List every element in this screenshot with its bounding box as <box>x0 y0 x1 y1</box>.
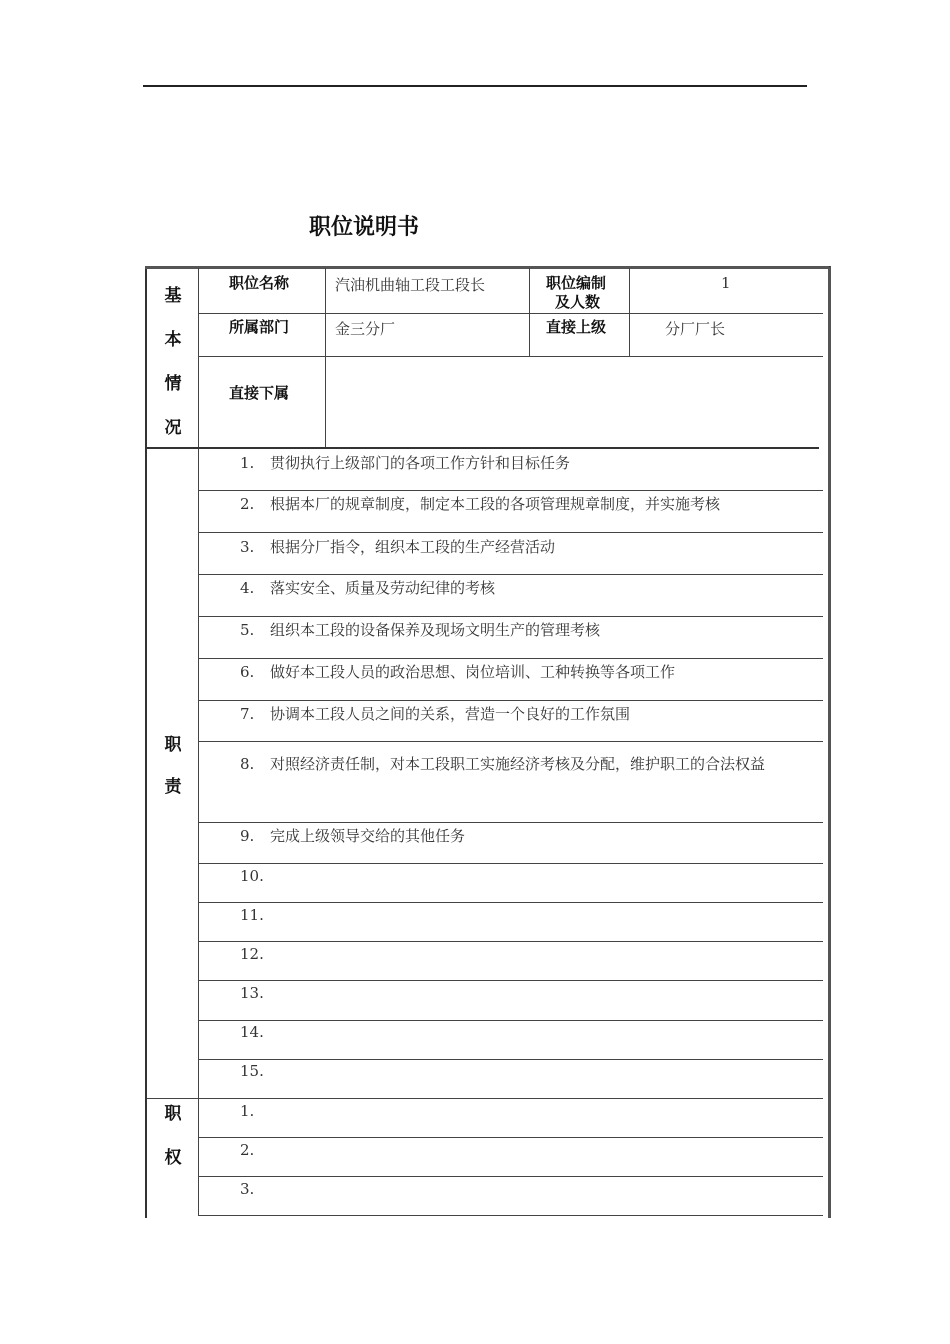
col-divider <box>529 268 530 356</box>
header-rule <box>143 85 807 87</box>
duty-item: 5. 组织本工段的设备保养及现场文明生产的管理考核 <box>240 621 601 639</box>
duty-item: 13. <box>240 984 264 1002</box>
duty-item: 3. 根据分厂指令，组织本工段的生产经营活动 <box>240 538 556 556</box>
section-divider <box>147 447 819 449</box>
duty-item: 12. <box>240 945 264 963</box>
row-divider <box>198 313 823 314</box>
row-divider <box>198 1215 823 1216</box>
row-divider <box>198 356 823 357</box>
row-divider <box>198 658 823 659</box>
headcount-value: 1 <box>721 274 731 292</box>
duty-item: 15. <box>240 1062 264 1080</box>
row-divider <box>198 902 823 903</box>
duty-item: 4. 落实安全、质量及劳动纪律的考核 <box>240 579 496 597</box>
label-column-divider <box>198 268 199 1216</box>
department-label: 所属部门 <box>229 318 290 336</box>
authority-item: 2. <box>240 1141 255 1159</box>
duty-item: 11. <box>240 906 264 924</box>
row-divider <box>198 980 823 981</box>
row-divider <box>198 941 823 942</box>
row-divider <box>198 574 823 575</box>
section-divider <box>147 1098 823 1099</box>
row-divider <box>198 822 823 823</box>
superior-label: 直接上级 <box>546 318 607 336</box>
authority-item: 3. <box>240 1180 255 1198</box>
duty-item: 10. <box>240 867 264 885</box>
col-divider <box>629 268 630 356</box>
row-divider <box>198 1020 823 1021</box>
section-label-basic: 基 本 情 况 <box>164 286 182 438</box>
section-label-authority: 职 权 <box>164 1104 182 1168</box>
table-top-border <box>145 266 829 269</box>
row-divider <box>198 616 823 617</box>
row-divider <box>198 863 823 864</box>
section-label-duties: 职 责 <box>164 735 182 797</box>
duty-item: 1. 贯彻执行上级部门的各项工作方针和目标任务 <box>240 454 571 472</box>
duty-item: 9. 完成上级领导交给的其他任务 <box>240 827 466 845</box>
superior-value: 分厂厂长 <box>665 320 726 338</box>
headcount-label: 职位编制 及人数 <box>546 274 607 311</box>
duty-item: 14. <box>240 1023 264 1041</box>
row-divider <box>198 490 823 491</box>
col-divider <box>325 268 326 448</box>
row-divider <box>198 700 823 701</box>
duty-item: 6. 做好本工段人员的政治思想、岗位培训、工种转换等各项工作 <box>240 663 676 681</box>
duty-item: 7. 协调本工段人员之间的关系，营造一个良好的工作氛围 <box>240 705 631 723</box>
authority-item: 1. <box>240 1102 255 1120</box>
duty-item: 2. 根据本厂的规章制度，制定本工段的各项管理规章制度，并实施考核 <box>240 495 721 513</box>
duty-item: 8. 对照经济责任制，对本工段职工实施经济考核及分配，维护职工的合法权益 <box>240 755 766 773</box>
subordinate-label: 直接下属 <box>229 384 290 402</box>
row-divider <box>198 532 823 533</box>
page-title: 职位说明书 <box>309 215 420 240</box>
position-name-label: 职位名称 <box>229 274 290 292</box>
row-divider <box>198 1176 823 1177</box>
department-value: 金三分厂 <box>335 320 396 338</box>
position-name-value: 汽油机曲轴工段工段长 <box>335 276 486 294</box>
row-divider <box>198 1059 823 1060</box>
row-divider <box>198 1137 823 1138</box>
row-divider <box>198 741 823 742</box>
